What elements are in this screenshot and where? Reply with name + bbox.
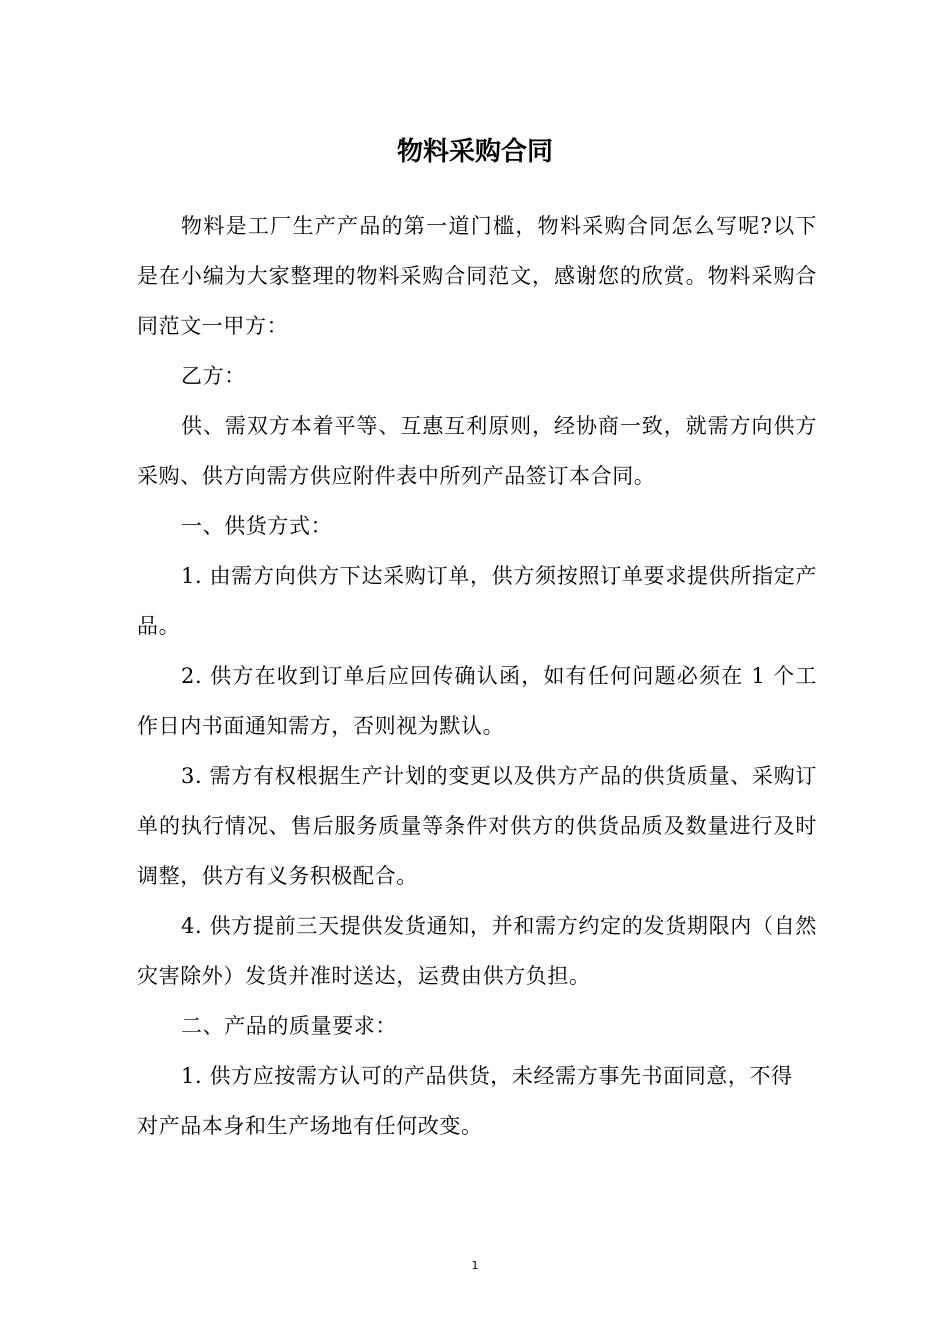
clause-1-4: 4. 供方提前三天提供发货通知，并和需方约定的发货期限内（自然灾害除外）发货并准时送达，运费由供方负担。 xyxy=(137,914,817,988)
paragraph-preamble: 供、需双方本着平等、互惠互利原则，经协商一致，就需方向供方采购、供方向需方供应附件表中所列产品签订本合同。 xyxy=(137,414,817,488)
clause-1-3: 3. 需方有权根据生产计划的变更以及供方产品的供货质量、采购订单的执行情况、售后服务质量等条件对供方的供货品质及数量进行及时调整，供方有义务积极配合。 xyxy=(137,764,817,888)
clause-2-1: 1. 供方应按需方认可的产品供货，未经需方事先书面同意，不得 xyxy=(181,1064,793,1088)
document-body xyxy=(137,201,817,1151)
document-title: 物料采购合同 xyxy=(396,137,553,167)
clause-2-1-continued: 对产品本身和生产场地有任何改变。 xyxy=(137,1114,483,1138)
clause-1-1: 1. 由需方向供方下达采购订单，供方须按照订单要求提供所指定产品。 xyxy=(137,564,817,638)
paragraph-intro: 物料是工厂生产产品的第一道门槛，物料采购合同怎么写呢?以下是在小编为大家整理的物料采购合同范文，感谢您的欣赏。物料采购合同范文一甲方： xyxy=(137,214,817,338)
section-heading-supply-method: 一、供货方式： xyxy=(181,514,333,538)
page-number: 1 xyxy=(471,1259,479,1272)
paragraph-party-b: 乙方： xyxy=(181,364,246,388)
clause-1-2: 2. 供方在收到订单后应回传确认函，如有任何问题必须在 1 个工作日内书面通知需方，否则视为默认。 xyxy=(137,664,817,738)
section-heading-quality: 二、产品的质量要求： xyxy=(181,1014,397,1038)
